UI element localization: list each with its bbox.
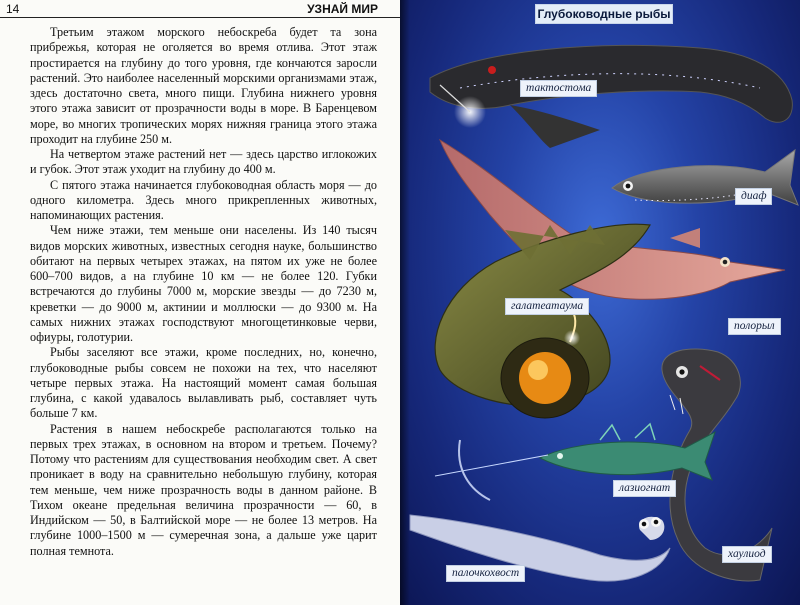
paragraph: Рыбы заселяют все этажи, кроме последних, но, конечно, глубоководные рыбы совсем не похожи на тех, что населяют четыре первых этажа. На настоящий момент самая большая глубина, с какой удавалось вылавливать рыб, составляет чуть больше 7 км. <box>30 345 377 421</box>
page-number: 14 <box>6 2 20 16</box>
paragraph: На четвертом этаже растений нет — здесь царство иглокожих и губок. Этот этаж уходит на глубину до 400 м. <box>30 147 377 177</box>
label-taktostoma: тактостома <box>520 80 597 97</box>
paragraph: Третьим этажом морского небоскреба будет та зона прибрежья, которая не оголяется во время отлива. Этот этаж простирается на глубину до того уровня, где кончаются заросли растений. Это наиболее населенный морскими организмами этаж, здесь достаточно света, много пищи. Глубина нижнего уровня этого этажа зависит от прозрачности воды в море. В Баренцевом море, во многих тропических морях нижняя граница этого этажа проходит на глубине 250 м. <box>30 25 377 146</box>
label-palochkokhvost: палочкохвост <box>446 565 525 582</box>
paragraph: Растения в нашем небоскребе располагаются только на первых трех этажах, в основном на втором и третьем. Почему? Потому что растениям для существования необходим свет. А свет проникает в воду на сравнительно небольшую глубину, которая тем меньше, чем ниже прозрачность воды в данном районе. В Тихом океане предельная величина прозрачности — 60, в Индийском — 50, в Балтийской море — не более 13 метров. На глубине 1000–1500 м — сумеречная зона, а дальше уже царит полная темнота. <box>30 421 377 558</box>
illustration-plate <box>400 0 800 605</box>
header-rule <box>0 17 400 18</box>
paragraph: Чем ниже этажи, тем меньше они населены. Из 140 тысяч видов морских животных, известных сегодня науке, большинство обитают на первых четырех этажах, на пятом их уже не более 600–700 видов, а на глубине 10 км — не более 120. Губки встречаются до глубины 7000 м, морские звезды — до 7230 м, креветки — до 9000 м, актинии и моллюски — до 9300 м. На самых нижних этажах господствуют многощетинковые черви, офиуры, голотурии. <box>30 223 377 344</box>
label-polorыl: полорыл <box>728 318 781 335</box>
paragraph: С пятого этажа начинается глубоководная область моря — до одного километра. Здесь много прикрепленных животных, напоминающих растения. <box>30 177 377 222</box>
plate-title: Глубоководные рыбы <box>535 4 673 24</box>
article-text <box>30 25 377 559</box>
label-khauliod: хаулиод <box>722 546 772 563</box>
label-galateatauma: галатеатаума <box>505 298 589 315</box>
book-spine-shadow <box>400 0 410 605</box>
label-lasiognat: лазиогнат <box>613 480 676 497</box>
label-diaf: диаф <box>735 188 772 205</box>
page-header <box>0 0 400 18</box>
running-head: УЗНАЙ МИР <box>307 2 378 16</box>
galateatauma-fish <box>435 224 650 418</box>
deep-sea-fish-illustration <box>400 0 800 605</box>
taktostoma-fish <box>430 45 792 148</box>
